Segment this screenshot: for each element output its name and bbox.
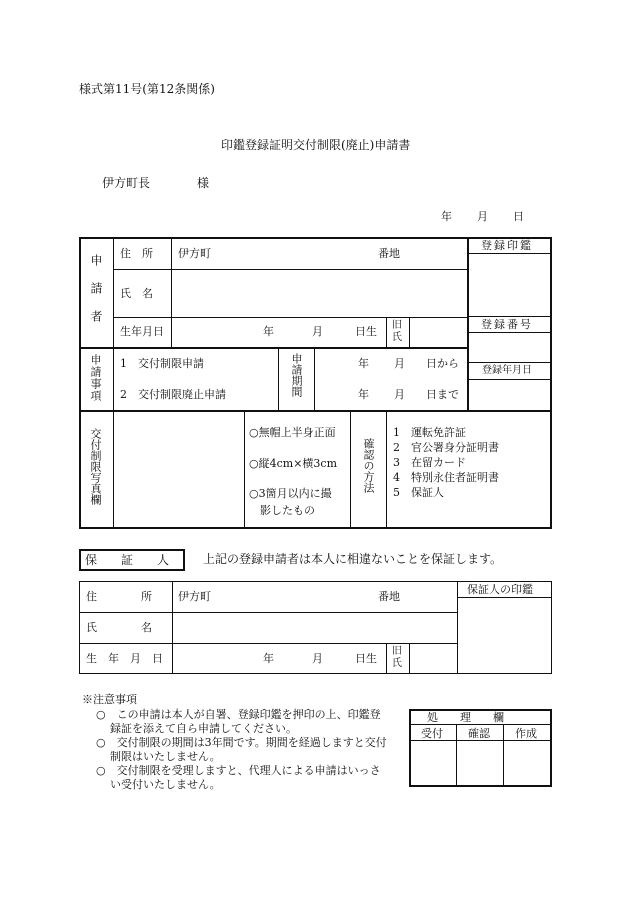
note-2a: ○ 交付制限の期間は3年間です。期間を経過しますと交付 (96, 736, 387, 749)
birth-day: 日生 (355, 325, 377, 338)
note-1a: ○ この申請は本人が自署、登録印鑑を押印の上、印鑑登 (96, 708, 381, 721)
method-3: 3 在留カード (393, 456, 466, 469)
period-label: 申請期間 (290, 353, 303, 397)
applicant-section-label: 申請者 (89, 254, 103, 338)
photo-req-3b: 影したもの (260, 504, 315, 517)
g-birth-day: 日生 (355, 652, 377, 665)
g-address-banchi: 番地 (378, 590, 400, 603)
from-day: 日から (426, 357, 459, 370)
notes-heading: ※注意事項 (82, 693, 137, 706)
g-birth-label: 生 年 月 日 (86, 652, 163, 665)
g-former-name-label: 旧氏 (392, 646, 402, 669)
to-day: 日まで (426, 388, 459, 401)
method-4: 4 特別永住者証明書 (393, 471, 499, 484)
to-month: 月 (394, 388, 405, 401)
guarantor-statement: 上記の登録申請者は本人に相違ないことを保証します。 (203, 552, 503, 566)
method-1: 1 運転免許証 (393, 426, 466, 439)
method-label: 確認の方法 (362, 438, 375, 493)
g-seal-label: 保証人の印鑑 (467, 583, 533, 596)
g-name-label: 氏 名 (86, 621, 152, 634)
g-birth-month: 月 (312, 652, 323, 665)
processing-title: 処 理 欄 (427, 711, 504, 724)
to-year: 年 (358, 388, 369, 401)
note-3a: ○ 交付制限を受理しますと、代理人による申請はいっさ (96, 764, 381, 777)
processing-col-create: 作成 (515, 727, 537, 740)
photo-req-2: ○縦4cm×横3cm (249, 457, 337, 470)
photo-section-label: 交付制限写真欄 (89, 428, 102, 505)
address-banchi: 番地 (378, 247, 400, 260)
reg-number-label: 登録番号 (481, 318, 533, 331)
item-abolition: 2 交付制限廃止申請 (120, 388, 226, 401)
addressee: 伊方町長 (102, 176, 151, 190)
address-label: 住 所 (120, 247, 153, 260)
from-year: 年 (358, 357, 369, 370)
form-number: 様式第11号(第12条関係) (79, 82, 215, 96)
main-table-border (79, 237, 552, 529)
application-section-label: 申請事項 (89, 354, 102, 402)
photo-req-1: ○無帽上半身正面 (249, 426, 336, 439)
method-2: 2 官公署身分証明書 (393, 441, 499, 454)
seal-label: 登録印鑑 (481, 239, 533, 252)
former-name-label: 旧氏 (392, 320, 402, 343)
processing-col-confirm: 確認 (468, 727, 490, 740)
date-month: 月 (477, 210, 488, 223)
note-3b: い受付いたしません。 (110, 778, 221, 791)
guarantor-box-label: 保 証 人 (85, 553, 170, 567)
g-birth-year: 年 (263, 652, 274, 665)
note-1b: 録証を添えて自ら申請してください。 (110, 722, 297, 735)
birth-month: 月 (312, 325, 323, 338)
reg-date-label: 登録年月日 (482, 365, 532, 376)
from-month: 月 (394, 357, 405, 370)
addressee-sama: 様 (197, 176, 210, 190)
form-title: 印鑑登録証明交付制限(廃止)申請書 (221, 138, 411, 152)
g-address-label: 住 所 (86, 590, 152, 603)
address-value: 伊方町 (178, 247, 211, 260)
date-day: 日 (513, 210, 524, 223)
date-year: 年 (441, 210, 452, 223)
note-2b: 制限はいたしません。 (110, 750, 221, 763)
method-5: 5 保証人 (393, 486, 444, 499)
birth-label: 生年月日 (120, 325, 164, 338)
birth-year: 年 (263, 325, 274, 338)
processing-col-receipt: 受付 (421, 727, 443, 740)
item-restriction: 1 交付制限申請 (120, 357, 204, 370)
photo-req-3a: ○3箇月以内に撮 (249, 487, 332, 500)
name-label: 氏 名 (120, 287, 153, 300)
g-address-value: 伊方町 (178, 590, 211, 603)
